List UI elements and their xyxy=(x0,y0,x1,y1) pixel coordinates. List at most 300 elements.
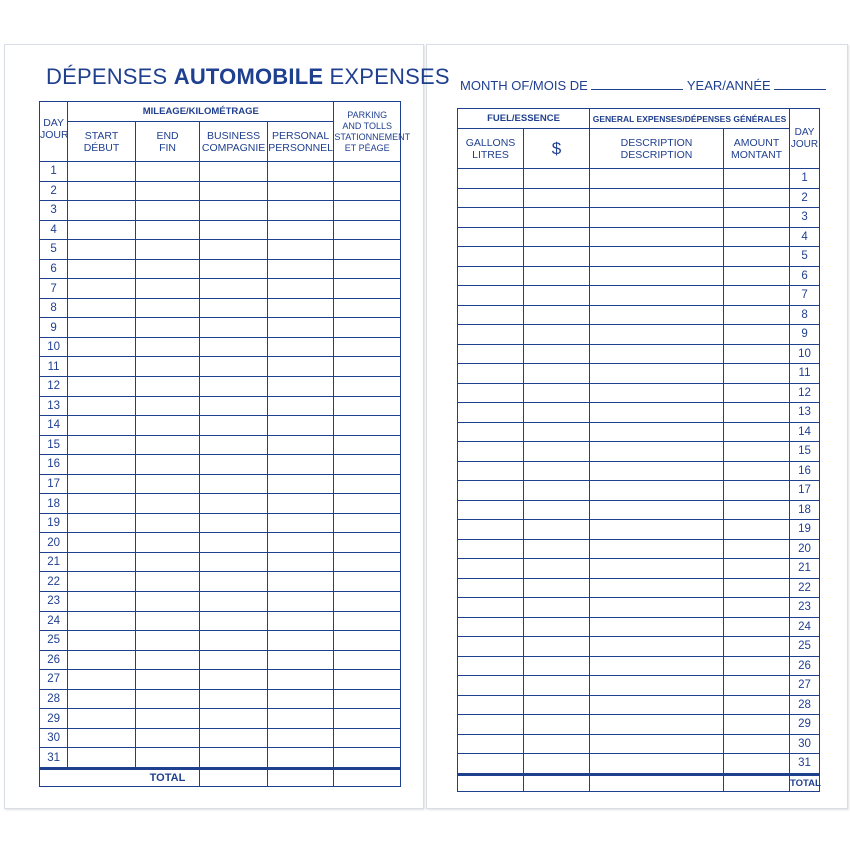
parking-cell[interactable] xyxy=(334,396,401,416)
dollar-cell[interactable] xyxy=(524,247,590,267)
end-cell[interactable] xyxy=(135,709,200,729)
description-cell[interactable] xyxy=(590,500,724,520)
amount-cell[interactable] xyxy=(724,247,790,267)
start-cell[interactable] xyxy=(68,377,136,397)
gallons-cell[interactable] xyxy=(458,656,524,676)
parking-cell[interactable] xyxy=(334,552,401,572)
gallons-cell[interactable] xyxy=(458,344,524,364)
personal-cell[interactable] xyxy=(267,474,334,494)
end-cell[interactable] xyxy=(135,650,200,670)
parking-cell[interactable] xyxy=(334,259,401,279)
personal-cell[interactable] xyxy=(267,396,334,416)
gallons-cell[interactable] xyxy=(458,364,524,384)
dollar-cell[interactable] xyxy=(524,734,590,754)
personal-cell[interactable] xyxy=(267,455,334,475)
description-cell[interactable] xyxy=(590,754,724,775)
personal-cell[interactable] xyxy=(267,689,334,709)
amount-cell[interactable] xyxy=(724,208,790,228)
gallons-cell[interactable] xyxy=(458,520,524,540)
personal-cell[interactable] xyxy=(267,533,334,553)
end-cell[interactable] xyxy=(135,494,200,514)
end-cell[interactable] xyxy=(135,396,200,416)
dollar-cell[interactable] xyxy=(524,676,590,696)
start-cell[interactable] xyxy=(68,592,136,612)
end-cell[interactable] xyxy=(135,201,200,221)
description-cell[interactable] xyxy=(590,617,724,637)
description-cell[interactable] xyxy=(590,188,724,208)
gallons-cell[interactable] xyxy=(458,305,524,325)
dollar-cell[interactable] xyxy=(524,461,590,481)
amount-cell[interactable] xyxy=(724,461,790,481)
start-cell[interactable] xyxy=(68,611,136,631)
gallons-cell[interactable] xyxy=(458,208,524,228)
business-cell[interactable] xyxy=(200,279,268,299)
dollar-cell[interactable] xyxy=(524,286,590,306)
personal-cell[interactable] xyxy=(267,513,334,533)
amount-cell[interactable] xyxy=(724,754,790,775)
description-cell[interactable] xyxy=(590,383,724,403)
start-cell[interactable] xyxy=(68,455,136,475)
start-cell[interactable] xyxy=(68,435,136,455)
amount-cell[interactable] xyxy=(724,325,790,345)
dollar-cell[interactable] xyxy=(524,578,590,598)
end-cell[interactable] xyxy=(135,670,200,690)
amount-cell[interactable] xyxy=(724,734,790,754)
personal-cell[interactable] xyxy=(267,416,334,436)
end-cell[interactable] xyxy=(135,631,200,651)
start-cell[interactable] xyxy=(68,670,136,690)
personal-cell[interactable] xyxy=(267,201,334,221)
description-cell[interactable] xyxy=(590,656,724,676)
start-cell[interactable] xyxy=(68,552,136,572)
dollar-cell[interactable] xyxy=(524,715,590,735)
parking-cell[interactable] xyxy=(334,181,401,201)
start-cell[interactable] xyxy=(68,416,136,436)
dollar-cell[interactable] xyxy=(524,520,590,540)
end-cell[interactable] xyxy=(135,220,200,240)
business-cell[interactable] xyxy=(200,533,268,553)
parking-cell[interactable] xyxy=(334,474,401,494)
end-cell[interactable] xyxy=(135,435,200,455)
parking-cell[interactable] xyxy=(334,318,401,338)
start-cell[interactable] xyxy=(68,396,136,416)
business-cell[interactable] xyxy=(200,611,268,631)
description-cell[interactable] xyxy=(590,266,724,286)
fuel-group-header: FUEL/ESSENCE xyxy=(458,109,590,129)
parking-cell[interactable] xyxy=(334,513,401,533)
business-cell[interactable] xyxy=(200,572,268,592)
total-dollar-cell[interactable] xyxy=(524,774,590,791)
parking-cell[interactable] xyxy=(334,337,401,357)
business-cell[interactable] xyxy=(200,552,268,572)
parking-cell[interactable] xyxy=(334,494,401,514)
description-cell[interactable] xyxy=(590,461,724,481)
table-row xyxy=(458,442,820,462)
gallons-cell[interactable] xyxy=(458,500,524,520)
dollar-cell[interactable] xyxy=(524,344,590,364)
start-cell[interactable] xyxy=(68,162,136,182)
amount-cell[interactable] xyxy=(724,617,790,637)
month-field[interactable] xyxy=(591,78,683,90)
personal-cell[interactable] xyxy=(267,572,334,592)
personal-cell[interactable] xyxy=(267,377,334,397)
end-cell[interactable] xyxy=(135,240,200,260)
business-cell[interactable] xyxy=(200,416,268,436)
personal-cell[interactable] xyxy=(267,631,334,651)
parking-cell[interactable] xyxy=(334,298,401,318)
start-cell[interactable] xyxy=(68,298,136,318)
amount-cell[interactable] xyxy=(724,578,790,598)
gallons-cell[interactable] xyxy=(458,481,524,501)
gallons-cell[interactable] xyxy=(458,715,524,735)
description-cell[interactable] xyxy=(590,422,724,442)
business-cell[interactable] xyxy=(200,513,268,533)
day-header: DAY JOUR xyxy=(40,102,68,162)
amount-cell[interactable] xyxy=(724,656,790,676)
parking-cell[interactable] xyxy=(334,240,401,260)
end-cell[interactable] xyxy=(135,728,200,748)
dollar-cell[interactable] xyxy=(524,559,590,579)
start-cell[interactable] xyxy=(68,318,136,338)
amount-cell[interactable] xyxy=(724,520,790,540)
business-cell[interactable] xyxy=(200,592,268,612)
parking-cell[interactable] xyxy=(334,455,401,475)
end-cell[interactable] xyxy=(135,181,200,201)
amount-cell[interactable] xyxy=(724,559,790,579)
day-number: 18 xyxy=(40,494,68,514)
personal-cell[interactable] xyxy=(267,240,334,260)
dollar-cell[interactable] xyxy=(524,656,590,676)
personal-cell[interactable] xyxy=(267,552,334,572)
start-cell[interactable] xyxy=(68,572,136,592)
amount-cell[interactable] xyxy=(724,676,790,696)
start-cell[interactable] xyxy=(68,631,136,651)
parking-cell[interactable] xyxy=(334,650,401,670)
parking-cell[interactable] xyxy=(334,592,401,612)
end-cell[interactable] xyxy=(135,748,200,769)
business-cell[interactable] xyxy=(200,455,268,475)
general-group-header: GENERAL EXPENSES/DÉPENSES GÉNÉRALES xyxy=(590,109,790,129)
amount-cell[interactable] xyxy=(724,637,790,657)
personal-cell[interactable] xyxy=(267,728,334,748)
gallons-cell[interactable] xyxy=(458,383,524,403)
description-cell[interactable] xyxy=(590,344,724,364)
parking-cell[interactable] xyxy=(334,533,401,553)
amount-cell[interactable] xyxy=(724,364,790,384)
start-cell[interactable] xyxy=(68,201,136,221)
description-cell[interactable] xyxy=(590,364,724,384)
end-cell[interactable] xyxy=(135,377,200,397)
business-cell[interactable] xyxy=(200,298,268,318)
start-cell[interactable] xyxy=(68,337,136,357)
description-cell[interactable] xyxy=(590,286,724,306)
amount-cell[interactable] xyxy=(724,695,790,715)
gallons-cell[interactable] xyxy=(458,247,524,267)
day-number: 26 xyxy=(40,650,68,670)
business-cell[interactable] xyxy=(200,689,268,709)
dollar-cell[interactable] xyxy=(524,266,590,286)
parking-cell[interactable] xyxy=(334,279,401,299)
personal-cell[interactable] xyxy=(267,611,334,631)
day-number: 1 xyxy=(790,169,820,189)
end-cell[interactable] xyxy=(135,416,200,436)
gallons-cell[interactable] xyxy=(458,734,524,754)
dollar-cell[interactable] xyxy=(524,188,590,208)
parking-cell[interactable] xyxy=(334,689,401,709)
start-cell[interactable] xyxy=(68,240,136,260)
total-personal-cell[interactable] xyxy=(267,768,334,786)
dollar-cell[interactable] xyxy=(524,208,590,228)
day-number: 6 xyxy=(40,259,68,279)
gallons-cell[interactable] xyxy=(458,539,524,559)
day-number: 10 xyxy=(40,337,68,357)
business-cell[interactable] xyxy=(200,650,268,670)
business-cell[interactable] xyxy=(200,748,268,769)
personal-cell[interactable] xyxy=(267,748,334,769)
end-cell[interactable] xyxy=(135,318,200,338)
business-cell[interactable] xyxy=(200,631,268,651)
dollar-cell[interactable] xyxy=(524,325,590,345)
personal-cell[interactable] xyxy=(267,670,334,690)
year-field[interactable] xyxy=(774,78,826,90)
business-cell[interactable] xyxy=(200,181,268,201)
personal-cell[interactable] xyxy=(267,592,334,612)
description-cell[interactable] xyxy=(590,695,724,715)
description-cell[interactable] xyxy=(590,442,724,462)
end-cell[interactable] xyxy=(135,259,200,279)
amount-cell[interactable] xyxy=(724,344,790,364)
start-cell[interactable] xyxy=(68,748,136,769)
parking-cell[interactable] xyxy=(334,416,401,436)
description-cell[interactable] xyxy=(590,539,724,559)
gallons-cell[interactable] xyxy=(458,754,524,775)
amount-cell[interactable] xyxy=(724,403,790,423)
business-cell[interactable] xyxy=(200,728,268,748)
gallons-cell[interactable] xyxy=(458,695,524,715)
table-row xyxy=(40,240,401,260)
dollar-cell[interactable] xyxy=(524,617,590,637)
amount-cell[interactable] xyxy=(724,442,790,462)
parking-cell[interactable] xyxy=(334,748,401,769)
parking-cell[interactable] xyxy=(334,220,401,240)
gallons-cell[interactable] xyxy=(458,598,524,618)
start-cell[interactable] xyxy=(68,650,136,670)
amount-cell[interactable] xyxy=(724,286,790,306)
personal-cell[interactable] xyxy=(267,494,334,514)
description-cell[interactable] xyxy=(590,403,724,423)
business-cell[interactable] xyxy=(200,396,268,416)
description-cell[interactable] xyxy=(590,305,724,325)
total-parking-cell[interactable] xyxy=(334,768,401,786)
dollar-cell[interactable] xyxy=(524,695,590,715)
start-cell[interactable] xyxy=(68,220,136,240)
dollar-cell[interactable] xyxy=(524,403,590,423)
end-cell[interactable] xyxy=(135,513,200,533)
start-cell[interactable] xyxy=(68,728,136,748)
dollar-cell[interactable] xyxy=(524,383,590,403)
dollar-cell[interactable] xyxy=(524,442,590,462)
end-cell[interactable] xyxy=(135,552,200,572)
gallons-cell[interactable] xyxy=(458,637,524,657)
end-cell[interactable] xyxy=(135,592,200,612)
gallons-cell[interactable] xyxy=(458,286,524,306)
amount-cell[interactable] xyxy=(724,500,790,520)
start-cell[interactable] xyxy=(68,181,136,201)
parking-cell[interactable] xyxy=(334,201,401,221)
dollar-cell[interactable] xyxy=(524,422,590,442)
business-cell[interactable] xyxy=(200,259,268,279)
business-cell[interactable] xyxy=(200,162,268,182)
parking-cell[interactable] xyxy=(334,709,401,729)
amount-cell[interactable] xyxy=(724,383,790,403)
gallons-cell[interactable] xyxy=(458,169,524,189)
end-cell[interactable] xyxy=(135,689,200,709)
amount-cell[interactable] xyxy=(724,598,790,618)
start-cell[interactable] xyxy=(68,709,136,729)
description-cell[interactable] xyxy=(590,637,724,657)
dollar-cell[interactable] xyxy=(524,754,590,775)
business-cell[interactable] xyxy=(200,494,268,514)
description-cell[interactable] xyxy=(590,676,724,696)
parking-cell[interactable] xyxy=(334,162,401,182)
parking-cell[interactable] xyxy=(334,377,401,397)
gallons-cell[interactable] xyxy=(458,559,524,579)
dollar-cell[interactable] xyxy=(524,227,590,247)
gallons-cell[interactable] xyxy=(458,617,524,637)
amount-cell[interactable] xyxy=(724,266,790,286)
parking-cell[interactable] xyxy=(334,611,401,631)
gallons-cell[interactable] xyxy=(458,266,524,286)
business-cell[interactable] xyxy=(200,377,268,397)
gallons-cell[interactable] xyxy=(458,442,524,462)
description-cell[interactable] xyxy=(590,520,724,540)
parking-cell[interactable] xyxy=(334,670,401,690)
dollar-cell[interactable] xyxy=(524,500,590,520)
parking-cell[interactable] xyxy=(334,631,401,651)
amount-cell[interactable] xyxy=(724,169,790,189)
parking-cell[interactable] xyxy=(334,357,401,377)
end-cell[interactable] xyxy=(135,162,200,182)
start-cell[interactable] xyxy=(68,259,136,279)
amount-cell[interactable] xyxy=(724,422,790,442)
personal-cell[interactable] xyxy=(267,337,334,357)
end-cell[interactable] xyxy=(135,533,200,553)
end-cell[interactable] xyxy=(135,572,200,592)
personal-cell[interactable] xyxy=(267,279,334,299)
amount-cell[interactable] xyxy=(724,227,790,247)
dollar-cell[interactable] xyxy=(524,305,590,325)
amount-cell[interactable] xyxy=(724,188,790,208)
amount-cell[interactable] xyxy=(724,715,790,735)
gallons-cell[interactable] xyxy=(458,188,524,208)
day-number: 19 xyxy=(790,520,820,540)
gallons-cell[interactable] xyxy=(458,578,524,598)
dollar-cell[interactable] xyxy=(524,598,590,618)
dollar-cell[interactable] xyxy=(524,169,590,189)
gallons-cell[interactable] xyxy=(458,227,524,247)
amount-cell[interactable] xyxy=(724,305,790,325)
personal-cell[interactable] xyxy=(267,181,334,201)
business-cell[interactable] xyxy=(200,220,268,240)
end-cell[interactable] xyxy=(135,337,200,357)
description-cell[interactable] xyxy=(590,559,724,579)
personal-cell[interactable] xyxy=(267,650,334,670)
business-cell[interactable] xyxy=(200,240,268,260)
gallons-cell[interactable] xyxy=(458,403,524,423)
personal-cell[interactable] xyxy=(267,259,334,279)
description-cell[interactable] xyxy=(590,734,724,754)
description-cell[interactable] xyxy=(590,208,724,228)
day-number: 1 xyxy=(40,162,68,182)
total-business-cell[interactable] xyxy=(200,768,268,786)
dollar-cell[interactable] xyxy=(524,539,590,559)
personal-cell[interactable] xyxy=(267,357,334,377)
business-cell[interactable] xyxy=(200,357,268,377)
end-cell[interactable] xyxy=(135,279,200,299)
personal-cell[interactable] xyxy=(267,709,334,729)
total-amount-cell[interactable] xyxy=(724,774,790,791)
description-cell[interactable] xyxy=(590,481,724,501)
table-row xyxy=(40,201,401,221)
end-cell[interactable] xyxy=(135,357,200,377)
description-cell[interactable] xyxy=(590,578,724,598)
description-cell[interactable] xyxy=(590,169,724,189)
gallons-cell[interactable] xyxy=(458,676,524,696)
start-cell[interactable] xyxy=(68,357,136,377)
description-cell[interactable] xyxy=(590,598,724,618)
amount-cell[interactable] xyxy=(724,539,790,559)
business-cell[interactable] xyxy=(200,337,268,357)
business-cell[interactable] xyxy=(200,670,268,690)
parking-cell[interactable] xyxy=(334,435,401,455)
gallons-cell[interactable] xyxy=(458,325,524,345)
end-cell[interactable] xyxy=(135,474,200,494)
start-cell[interactable] xyxy=(68,533,136,553)
total-gallons-cell[interactable] xyxy=(458,774,524,791)
amount-cell[interactable] xyxy=(724,481,790,501)
description-cell[interactable] xyxy=(590,715,724,735)
start-cell[interactable] xyxy=(68,279,136,299)
personal-cell[interactable] xyxy=(267,298,334,318)
gallons-cell[interactable] xyxy=(458,422,524,442)
description-cell[interactable] xyxy=(590,227,724,247)
end-cell[interactable] xyxy=(135,298,200,318)
business-cell[interactable] xyxy=(200,709,268,729)
business-cell[interactable] xyxy=(200,318,268,338)
end-cell[interactable] xyxy=(135,611,200,631)
business-cell[interactable] xyxy=(200,435,268,455)
gallons-cell[interactable] xyxy=(458,461,524,481)
personal-cell[interactable] xyxy=(267,435,334,455)
parking-cell[interactable] xyxy=(334,572,401,592)
description-cell[interactable] xyxy=(590,325,724,345)
start-cell[interactable] xyxy=(68,513,136,533)
dollar-cell[interactable] xyxy=(524,637,590,657)
description-cell[interactable] xyxy=(590,247,724,267)
dollar-cell[interactable] xyxy=(524,364,590,384)
parking-cell[interactable] xyxy=(334,728,401,748)
business-cell[interactable] xyxy=(200,201,268,221)
dollar-cell[interactable] xyxy=(524,481,590,501)
business-cell[interactable] xyxy=(200,474,268,494)
personal-cell[interactable] xyxy=(267,318,334,338)
personal-cell[interactable] xyxy=(267,162,334,182)
start-cell[interactable] xyxy=(68,689,136,709)
start-cell[interactable] xyxy=(68,474,136,494)
start-cell[interactable] xyxy=(68,494,136,514)
end-cell[interactable] xyxy=(135,455,200,475)
personal-cell[interactable] xyxy=(267,220,334,240)
